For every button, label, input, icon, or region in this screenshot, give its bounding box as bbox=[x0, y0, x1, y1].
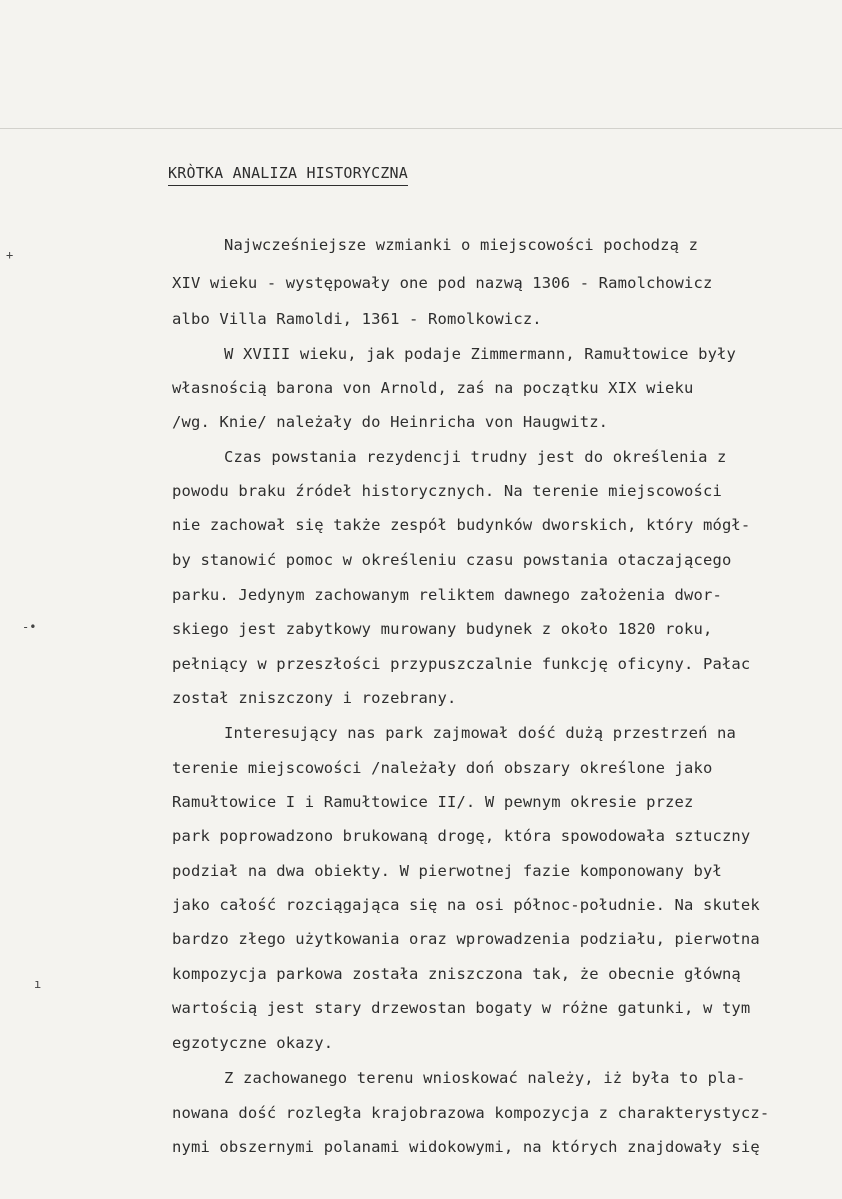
text-line: XIV wieku - występowały one pod nazwą 1306 - Ramolchowicz bbox=[172, 274, 713, 292]
margin-mark-dash: -• bbox=[22, 620, 37, 634]
text-line: Czas powstania rezydencji trudny jest do określenia z bbox=[224, 448, 727, 466]
text-line: /wg. Knie/ należały do Heinricha von Haugwitz. bbox=[172, 413, 609, 431]
margin-mark-tick: ı bbox=[34, 977, 42, 991]
text-line: Ramułtowice I i Ramułtowice II/. W pewnym okresie przez bbox=[172, 793, 694, 811]
text-line: park poprowadzono brukowaną drogę, która spowodowała sztuczny bbox=[172, 827, 751, 845]
text-line: jako całość rozciągająca się na osi północ-południe. Na skutek bbox=[172, 896, 760, 914]
page-fold-line bbox=[0, 128, 842, 129]
text-line: pełniący w przeszłości przypuszczalnie funkcję oficyny. Pałac bbox=[172, 655, 751, 673]
text-line: bardzo złego użytkowania oraz wprowadzenia podziału, pierwotna bbox=[172, 930, 760, 948]
text-line: nowana dość rozległa krajobrazowa kompozycja z charakterystycz- bbox=[172, 1104, 770, 1122]
text-line: własnością barona von Arnold, zaś na początku XIX wieku bbox=[172, 379, 694, 397]
text-line: terenie miejscowości /należały doń obszary określone jako bbox=[172, 759, 713, 777]
text-line: kompozycja parkowa została zniszczona tak, że obecnie główną bbox=[172, 965, 741, 983]
text-line: albo Villa Ramoldi, 1361 - Romolkowicz. bbox=[172, 310, 542, 328]
text-line: parku. Jedynym zachowanym reliktem dawnego założenia dwor- bbox=[172, 586, 722, 604]
text-line: powodu braku źródeł historycznych. Na terenie miejscowości bbox=[172, 482, 722, 500]
text-line: skiego jest zabytkowy murowany budynek z około 1820 roku, bbox=[172, 620, 713, 638]
text-line: nymi obszernymi polanami widokowymi, na których znajdowały się bbox=[172, 1138, 760, 1156]
text-line: by stanowić pomoc w określeniu czasu powstania otaczającego bbox=[172, 551, 732, 569]
text-line: Z zachowanego terenu wnioskować należy, iż była to pla- bbox=[224, 1069, 746, 1087]
text-line: podział na dwa obiekty. W pierwotnej fazie komponowany był bbox=[172, 862, 722, 880]
text-line: egzotyczne okazy. bbox=[172, 1034, 334, 1052]
text-line: wartością jest stary drzewostan bogaty w różne gatunki, w tym bbox=[172, 999, 751, 1017]
document-title: KRÒTKA ANALIZA HISTORYCZNA bbox=[168, 164, 408, 186]
text-line: nie zachował się także zespół budynków dworskich, który mógł- bbox=[172, 516, 751, 534]
text-line: został zniszczony i rozebrany. bbox=[172, 689, 457, 707]
text-line: Najwcześniejsze wzmianki o miejscowości pochodzą z bbox=[224, 236, 699, 254]
text-line: W XVIII wieku, jak podaje Zimmermann, Ramułtowice były bbox=[224, 345, 737, 363]
margin-mark-plus: + bbox=[6, 248, 14, 262]
text-line: Interesujący nas park zajmował dość dużą przestrzeń na bbox=[224, 724, 737, 742]
